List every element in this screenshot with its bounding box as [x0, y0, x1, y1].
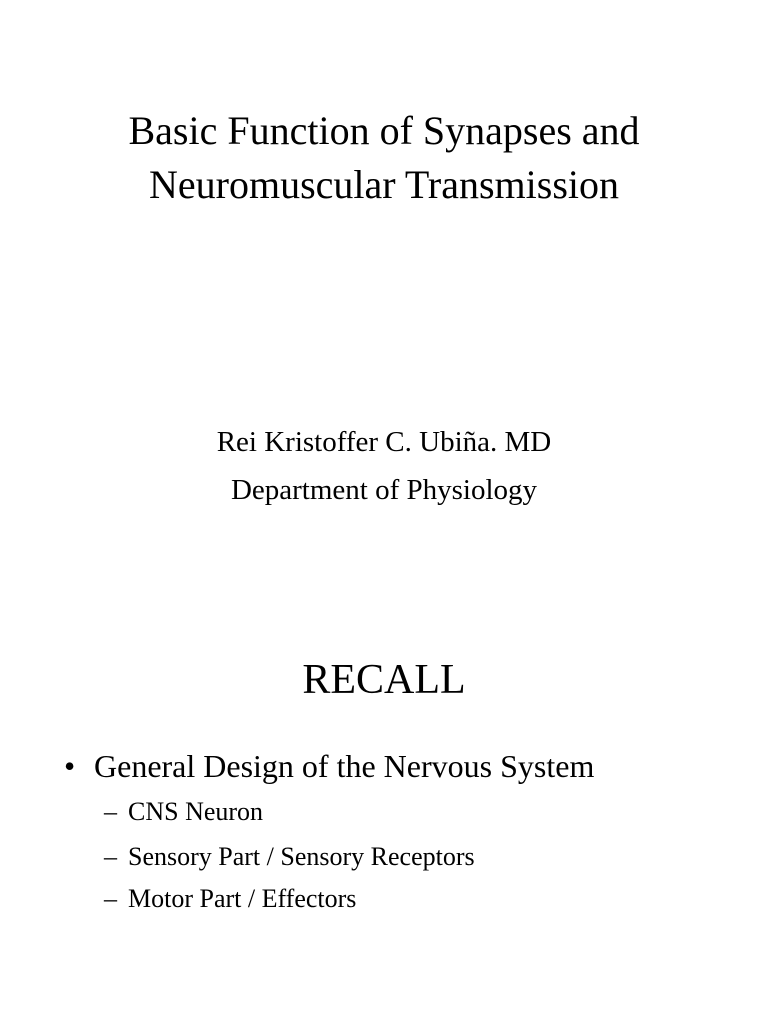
sub-item-text: Motor Part / Effectors [128, 884, 357, 913]
author-block [0, 418, 768, 514]
sub-item-sensory-part [104, 839, 475, 875]
sub-item-text: Sensory Part / Sensory Receptors [128, 842, 475, 871]
slide-title-line-2: Neuromuscular Transmission [149, 162, 619, 207]
slide-title-line-1: Basic Function of Synapses and [128, 108, 640, 153]
sub-item-dash: – [104, 842, 117, 871]
bullet-marker: • [64, 748, 76, 784]
author-name: Rei Kristoffer C. Ubiña. MD [216, 426, 552, 458]
sub-item-text: CNS Neuron [128, 797, 264, 826]
bullet-text: General Design of the Nervous System [94, 748, 595, 784]
sub-item-cns-neuron [104, 794, 263, 830]
recall-heading: RECALL [302, 657, 466, 703]
slide-title [0, 104, 768, 212]
bullet-item [64, 744, 594, 788]
sub-item-motor-part [104, 881, 356, 917]
recall-slide [0, 640, 768, 1024]
sub-item-dash: – [104, 797, 117, 826]
department-name: Department of Physiology [230, 474, 538, 506]
sub-item-dash: – [104, 884, 117, 913]
